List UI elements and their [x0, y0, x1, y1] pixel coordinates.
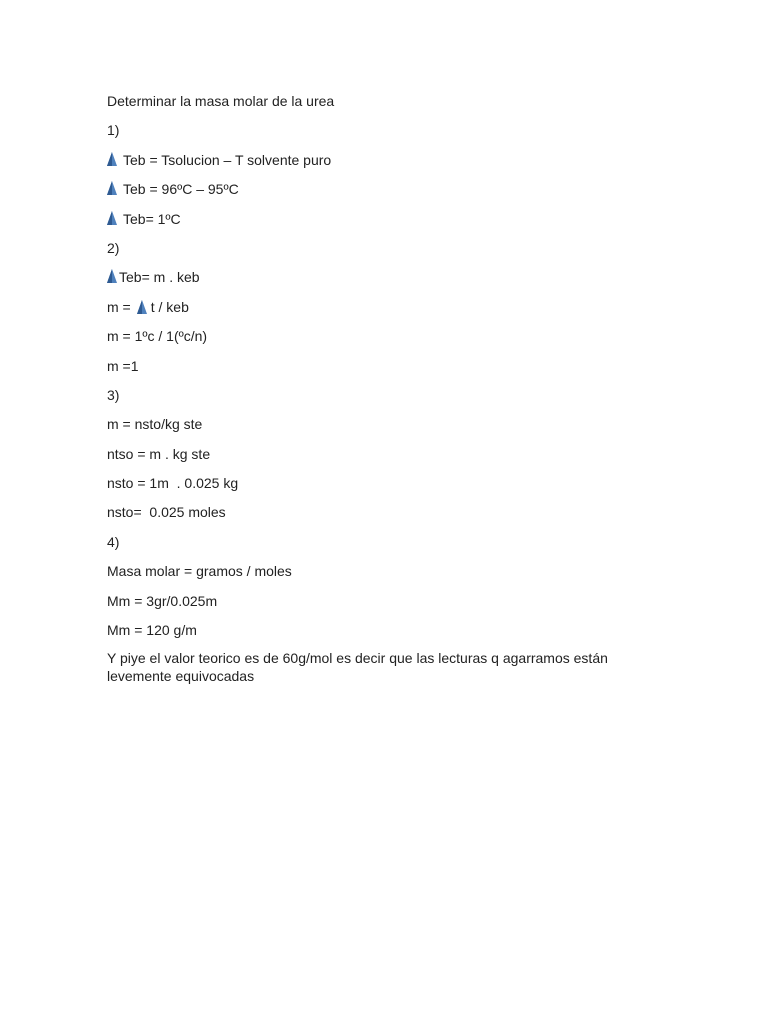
- conclusion-paragraph: Y piye el valor teorico es de 60g/mol es decir que las lecturas q agarramos están levemente equivocadas: [107, 650, 608, 685]
- step-1-heading: 1): [107, 122, 120, 139]
- equation-line: m = t / keb: [107, 298, 189, 315]
- equation-line: m = 1ºc / 1(ºc/n): [107, 328, 208, 345]
- equation-line: Teb = 96ºC – 95ºC: [107, 179, 667, 208]
- equation-line: nsto= 0.025 moles: [107, 504, 226, 521]
- equation-line: m = nsto/kg ste: [107, 416, 203, 433]
- equation-line: Mm = 3gr/0.025m: [107, 592, 218, 609]
- delta-triangle-icon: [107, 211, 117, 225]
- equation-line: ntso = m . kg ste: [107, 445, 211, 462]
- equation-line: Teb= 1ºC: [107, 209, 667, 238]
- delta-triangle-icon: [137, 300, 147, 314]
- step-3-heading: 3): [107, 386, 120, 403]
- delta-triangle-icon: [107, 181, 117, 195]
- equation-line: Masa molar = gramos / moles: [107, 563, 292, 580]
- document-title: Determinar la masa molar de la urea: [107, 93, 335, 109]
- equation-line: m =1: [107, 357, 139, 374]
- delta-triangle-icon: [107, 152, 117, 166]
- equation-line: Teb = Tsolucion – T solvente puro: [107, 150, 667, 179]
- equation-line: nsto = 1m . 0.025 kg: [107, 475, 239, 492]
- document-body: [107, 91, 667, 685]
- step-4-heading: 4): [107, 533, 120, 550]
- equation-line: Mm = 120 g/m: [107, 622, 197, 639]
- equation-line: Teb= m . keb: [107, 267, 667, 296]
- step-2-heading: 2): [107, 239, 120, 256]
- delta-triangle-icon: [107, 269, 117, 283]
